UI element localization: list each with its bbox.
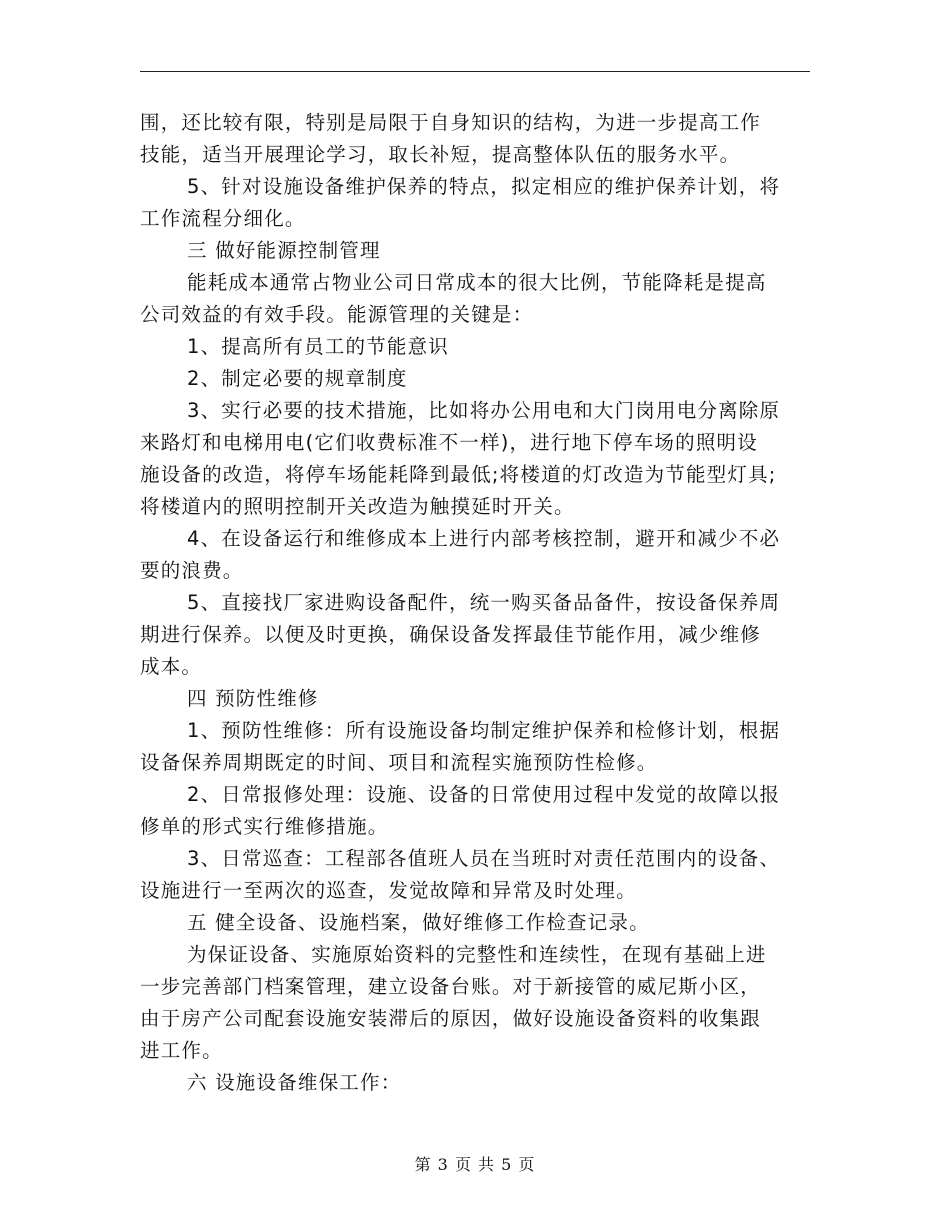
text-line: 三 做好能源控制管理 (187, 239, 381, 262)
text-line: 来路灯和电梯用电(它们收费标准不一样)，进行地下停车场的照明设 (140, 431, 758, 454)
text-line: 工作流程分细化。 (140, 207, 306, 230)
text-line: 由于房产公司配套设施安装滞后的原因，做好设施设备资料的收集跟 (140, 1007, 762, 1030)
text-line: 1、预防性维修：所有设施设备均制定维护保养和检修计划，根据 (187, 719, 781, 742)
text-line: 施设备的改造，将停车场能耗降到最低;将楼道的灯改造为节能型灯具; (140, 463, 777, 486)
text-line: 设备保养周期既定的时间、项目和流程实施预防性检修。 (140, 751, 658, 774)
text-line: 2、日常报修处理：设施、设备的日常使用过程中发觉的故障以报 (187, 783, 781, 806)
text-line: 技能，适当开展理论学习，取长补短，提高整体队伍的服务水平。 (140, 143, 741, 166)
text-line: 要的浪费。 (140, 559, 244, 582)
text-line: 围，还比较有限，特别是局限于自身知识的结构，为进一步提高工作 (140, 111, 762, 134)
text-line: 2、制定必要的规章制度 (187, 367, 408, 390)
text-line: 能耗成本通常占物业公司日常成本的很大比例，节能降耗是提高 (187, 271, 767, 294)
text-line: 为保证设备、实施原始资料的完整性和连续性，在现有基础上进 (187, 943, 767, 966)
text-line: 公司效益的有效手段。能源管理的关键是： (140, 303, 534, 326)
text-line: 4、在设备运行和维修成本上进行内部考核控制，避开和减少不必 (187, 527, 781, 550)
text-line: 5、针对设施设备维护保养的特点，拟定相应的维护保养计划，将 (187, 175, 781, 198)
header-rule (140, 71, 810, 72)
text-line: 3、实行必要的技术措施，比如将办公用电和大门岗用电分离除原 (187, 399, 781, 422)
text-line: 一步完善部门档案管理，建立设备台账。对于新接管的威尼斯小区， (140, 975, 762, 998)
text-line: 四 预防性维修 (187, 687, 319, 710)
text-line: 五 健全设备、设施档案，做好维修工作检查记录。 (187, 911, 650, 934)
text-line: 修单的形式实行维修措施。 (140, 815, 389, 838)
text-line: 设施进行一至两次的巡查，发觉故障和异常及时处理。 (140, 879, 637, 902)
text-line: 将楼道内的照明控制开关改造为触摸延时开关。 (140, 495, 575, 518)
text-line: 期进行保养。以便及时更换，确保设备发挥最佳节能作用，减少维修 (140, 623, 762, 646)
text-line: 成本。 (140, 655, 203, 678)
text-line: 3、日常巡查：工程部各值班人员在当班时对责任范围内的设备、 (187, 847, 781, 870)
text-line: 5、直接找厂家进购设备配件，统一购买备品备件，按设备保养周 (187, 591, 781, 614)
text-line: 六 设施设备维保工作： (187, 1071, 402, 1094)
text-line: 进工作。 (140, 1039, 223, 1062)
text-line: 1、提高所有员工的节能意识 (187, 335, 450, 358)
page-footer: 第 3 页 共 5 页 (414, 1155, 536, 1174)
document-body (140, 107, 820, 1099)
